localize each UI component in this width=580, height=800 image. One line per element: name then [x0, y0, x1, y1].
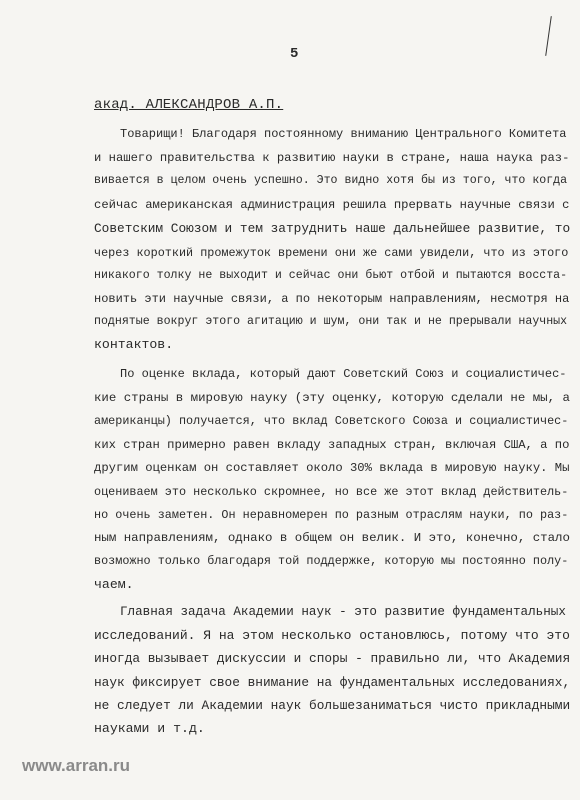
text-line: другим оценкам он составляет около 30% вклада в мировую науку. Мы	[94, 461, 570, 475]
text-line: наук фиксирует свое внимание на фундаментальных исследованиях,	[94, 675, 571, 690]
text-line: и нашего правительства к развитию науки в стране, наша наука раз-	[94, 151, 570, 165]
text-line: вивается в целом очень успешно. Это видно хотя бы из того, что когда	[94, 174, 568, 187]
text-line: американцы) получается, что вклад Советского Союза и социалистичес-	[94, 414, 569, 428]
text-line: сейчас американская администрация решила прервать научные связи с	[94, 198, 570, 212]
text-line: чаем.	[94, 577, 134, 592]
text-line: исследований. Я на этом несколько остановлюсь, потому что это	[94, 628, 570, 643]
text-line: новить эти научные связи, а по некоторым направлениям, несмотря на	[94, 292, 570, 306]
text-line: но очень заметен. Он неравномерен по разным отраслям науки, по раз-	[94, 508, 569, 522]
text-line: никакого толку не выходит и сейчас они бьют отбой и пытаются восста-	[94, 269, 568, 282]
text-line: оцениваем это несколько скромнее, но все же этот вклад действитель-	[94, 485, 569, 499]
text-line: поднятые вокруг этого агитацию и шум, они так и не прерывали научных	[94, 315, 568, 328]
text-line: через короткий промежуток времени они же сами увидели, что из этого	[94, 246, 569, 260]
speaker-heading: акад. АЛЕКСАНДРОВ А.П.	[94, 97, 284, 113]
text-line: По оценке вклада, который дают Советский Союз и социалистичес-	[120, 367, 567, 381]
margin-mark	[545, 16, 552, 56]
page-number: 5	[290, 46, 299, 62]
text-line: Советским Союзом и тем затруднить наше дальнейшее развитие, то	[94, 221, 571, 236]
text-line: контактов.	[94, 337, 174, 352]
text-line: ких стран примерно равен вкладу западных стран, включая США, а по	[94, 438, 570, 452]
text-line: науками и т.д.	[94, 721, 205, 736]
text-line: не следует ли Академии наук большезаниматься чисто прикладными	[94, 698, 571, 713]
text-line: ным направлениям, однако в общем он велик. И это, конечно, стало	[94, 531, 570, 545]
text-line: возможно только благодаря той поддержке, которую мы постоянно полу-	[94, 554, 569, 568]
text-line: кие страны в мировую науку (эту оценку, которую сделали не мы, а	[94, 391, 570, 405]
text-line: Товарищи! Благодаря постоянному вниманию Центрального Комитета	[120, 127, 567, 141]
text-line: иногда вызывает дискуссии и споры - правильно ли, что Академия	[94, 651, 571, 666]
site-watermark: www.arran.ru	[22, 756, 131, 775]
text-line: Главная задача Академии наук - это развитие фундаментальных	[120, 605, 566, 619]
